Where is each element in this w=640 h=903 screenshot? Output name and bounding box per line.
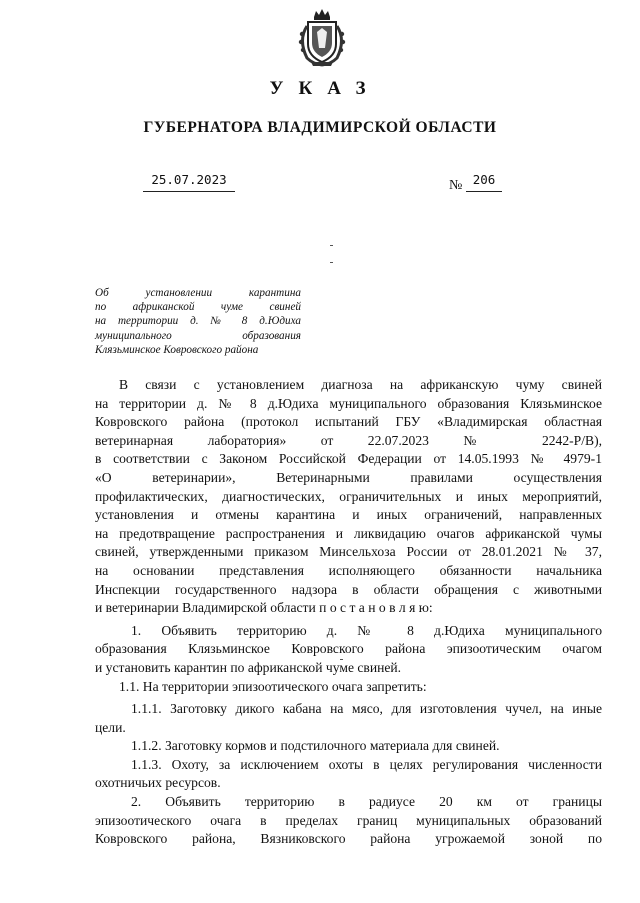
item-1-1-1 <box>95 700 602 737</box>
body-line: профилактических, диагностических, ограничительных и иных мероприятий, <box>95 488 602 504</box>
body-line: Ковровского района (протокол испытаний ГБУ «Владимирская областная <box>95 414 602 430</box>
item-1 <box>95 622 602 678</box>
body-line: 2. Объявить территорию в радиусе 20 км от границы <box>131 794 602 810</box>
body-line: В связи с установлением диагноза на африканскую чуму свиней <box>119 377 602 392</box>
body-line: эпизоотического очага в пределах границ муниципальных образований <box>95 812 602 828</box>
body-line: и установить карантин по африканской чуме свиней. <box>95 659 402 675</box>
item-2 <box>95 793 602 849</box>
body-line: установления и отмены карантина и иных ограничений, направленных <box>95 507 602 523</box>
body-line: 1.1.3. Охоту, за исключением охоты в целях регулирования численности <box>131 756 602 772</box>
body-line: 1.1.1. Заготовку дикого кабана на мясо, для изготовления чучел, на иные <box>131 701 602 717</box>
document-subtitle: ГУБЕРНАТОРА ВЛАДИМИРСКОЙ ОБЛАСТИ <box>143 119 497 136</box>
decree-body <box>95 376 602 849</box>
body-line: на предотвращение распространения и ликвидацию очагов африканской чумы <box>95 525 602 541</box>
decree-date: 25.07.2023 <box>143 172 235 192</box>
coat-of-arms-emblem <box>295 8 349 68</box>
item-1-1-3 <box>95 756 602 793</box>
decree-number: 206 <box>466 172 502 192</box>
body-line: ветеринарная лаборатория» от 22.07.2023 № 2242-Р/В), <box>95 432 602 448</box>
body-line: 1.1.2. Заготовку кормов и подстилочного материала для свиней. <box>131 738 500 754</box>
body-line: свиней, утвержденными приказом Минсельхоза России от 28.01.2021 № 37, <box>95 544 602 560</box>
document-title: УКАЗ <box>269 78 381 99</box>
preamble-paragraph <box>95 376 602 618</box>
subject-line: муниципального образования <box>95 329 301 342</box>
item-1-1-2 <box>95 737 602 756</box>
number-sign: № <box>449 178 463 193</box>
body-line: Инспекции государственного надзора в области обращения с животными <box>95 581 602 597</box>
body-line: образования Клязьминское Ковровского района эпизоотическим очагом <box>95 641 602 657</box>
subject-line: на территории д. № 8 д.Юдиха <box>95 315 301 328</box>
body-line: охотничьих ресурсов. <box>95 775 221 791</box>
body-line: «О ветеринарии», Ветеринарными правилами осуществления <box>95 469 602 485</box>
body-line: 1.1. На территории эпизоотического очага запретить: <box>119 678 427 694</box>
scan-speck <box>330 245 333 246</box>
item-1-1 <box>95 678 602 697</box>
body-line: Ковровского района, Вязниковского района угрожаемой зоной по <box>95 831 602 847</box>
body-line: на территории д. № 8 д.Юдиха муниципального образования Клязьминское <box>95 395 602 411</box>
subject-line: Об установлении карантина <box>95 287 301 299</box>
subject-line: по африканской чуме свиней <box>95 301 301 314</box>
decree-subject <box>95 286 301 357</box>
body-line: на основании представления исполняющего обязанности начальника <box>95 562 602 578</box>
subject-line: Клязьминское Ковровского района <box>95 343 259 356</box>
body-line: в соответствии с Законом Российской Федерации от 14.05.1993 № 4979-1 <box>95 451 602 467</box>
body-line: цели. <box>95 719 126 735</box>
body-line: и ветеринарии Владимирской области п о с т а н о в л я ю: <box>95 600 433 616</box>
scan-speck <box>330 262 333 263</box>
body-line: 1. Объявить территорию д. № 8 д.Юдиха муниципального <box>131 622 602 638</box>
